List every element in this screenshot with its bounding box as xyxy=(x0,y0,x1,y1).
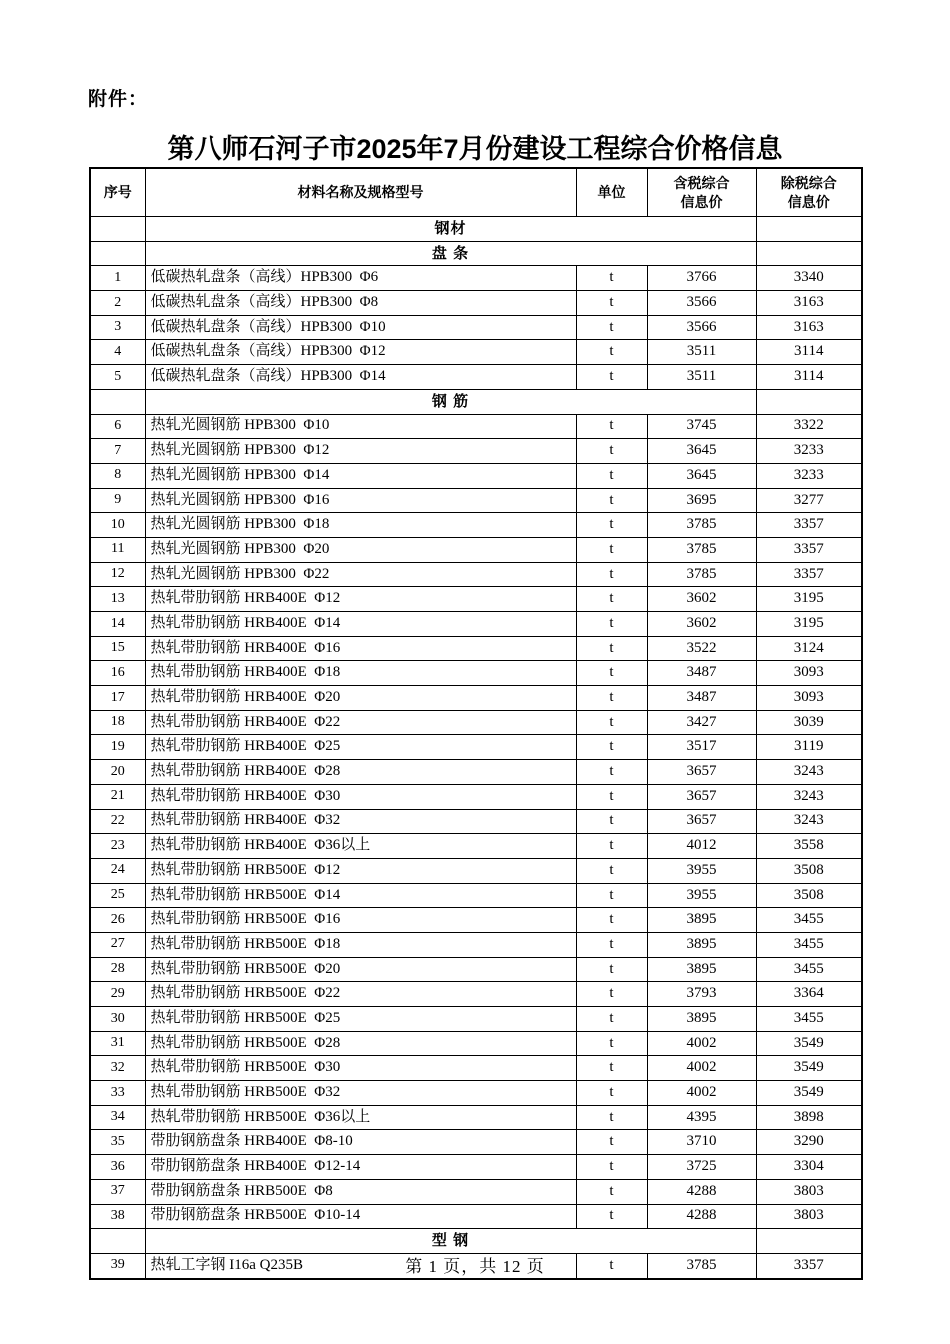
price-incl-tax-cell: 4002 xyxy=(647,1081,756,1106)
unit-cell: t xyxy=(576,365,647,390)
unit-cell: t xyxy=(576,1007,647,1032)
col-header-index: 序号 xyxy=(90,168,145,217)
material-name-cell: 热轧带肋钢筋 HRB500E Φ32 xyxy=(145,1081,576,1106)
row-index-cell: 21 xyxy=(90,784,145,809)
col-header-price-excl-tax xyxy=(756,168,862,217)
col-header-price-excl-tax-line1: 除税综合 xyxy=(780,175,837,192)
col-header-material: 材料名称及规格型号 xyxy=(145,168,576,217)
unit-cell: t xyxy=(576,784,647,809)
table-row xyxy=(90,414,862,439)
row-index-cell: 26 xyxy=(90,908,145,933)
material-name-cell: 带肋钢筋盘条 HRB400E Φ12-14 xyxy=(145,1155,576,1180)
price-excl-tax-cell: 3114 xyxy=(756,365,862,390)
price-excl-tax-cell: 3233 xyxy=(756,439,862,464)
table-row xyxy=(90,883,862,908)
price-incl-tax-cell: 4395 xyxy=(647,1105,756,1130)
unit-cell: t xyxy=(576,562,647,587)
material-name-cell: 热轧带肋钢筋 HRB500E Φ36以上 xyxy=(145,1105,576,1130)
row-index-cell: 10 xyxy=(90,513,145,538)
material-name-cell: 热轧带肋钢筋 HRB500E Φ20 xyxy=(145,957,576,982)
price-excl-tax-cell: 3243 xyxy=(756,809,862,834)
row-index-cell: 28 xyxy=(90,957,145,982)
price-incl-tax-cell: 3785 xyxy=(647,1253,756,1278)
table-row xyxy=(90,957,862,982)
unit-cell: t xyxy=(576,883,647,908)
price-incl-tax-cell: 3895 xyxy=(647,932,756,957)
material-name-cell: 带肋钢筋盘条 HRB500E Φ10-14 xyxy=(145,1204,576,1229)
price-excl-tax-cell: 3243 xyxy=(756,760,862,785)
price-excl-tax-cell: 3093 xyxy=(756,661,862,686)
table-row xyxy=(90,562,862,587)
attachment-label: 附件： xyxy=(88,89,149,110)
material-name-cell: 热轧带肋钢筋 HRB400E Φ14 xyxy=(145,612,576,637)
section-label-cell: 盘 条 xyxy=(145,241,756,266)
material-name-cell: 带肋钢筋盘条 HRB400E Φ8-10 xyxy=(145,1130,576,1155)
material-name-cell: 低碳热轧盘条（高线）HPB300 Φ8 xyxy=(145,291,576,316)
row-index-cell xyxy=(90,389,145,414)
unit-cell: t xyxy=(576,1081,647,1106)
table-row xyxy=(90,266,862,291)
price-excl-tax-cell: 3195 xyxy=(756,612,862,637)
row-index-cell: 7 xyxy=(90,439,145,464)
unit-cell: t xyxy=(576,439,647,464)
price-incl-tax-cell: 3566 xyxy=(647,315,756,340)
unit-cell: t xyxy=(576,686,647,711)
material-name-cell: 热轧带肋钢筋 HRB400E Φ25 xyxy=(145,735,576,760)
table-row xyxy=(90,488,862,513)
material-name-cell: 热轧带肋钢筋 HRB500E Φ12 xyxy=(145,858,576,883)
material-name-cell: 热轧带肋钢筋 HRB400E Φ30 xyxy=(145,784,576,809)
table-row xyxy=(90,1179,862,1204)
unit-cell: t xyxy=(576,858,647,883)
material-name-cell: 热轧带肋钢筋 HRB400E Φ28 xyxy=(145,760,576,785)
row-index-cell xyxy=(90,217,145,242)
material-name-cell: 热轧带肋钢筋 HRB400E Φ20 xyxy=(145,686,576,711)
price-excl-tax-cell xyxy=(756,241,862,266)
table-row xyxy=(90,612,862,637)
price-excl-tax-cell: 3455 xyxy=(756,932,862,957)
page-title: 第八师石河子市2025年7月份建设工程综合价格信息 xyxy=(167,134,783,164)
material-name-cell: 热轧带肋钢筋 HRB400E Φ22 xyxy=(145,710,576,735)
price-excl-tax-cell: 3322 xyxy=(756,414,862,439)
material-name-cell: 热轧带肋钢筋 HRB500E Φ25 xyxy=(145,1007,576,1032)
price-excl-tax-cell: 3357 xyxy=(756,513,862,538)
row-index-cell: 25 xyxy=(90,883,145,908)
price-incl-tax-cell: 3657 xyxy=(647,760,756,785)
row-index-cell: 15 xyxy=(90,636,145,661)
unit-cell: t xyxy=(576,537,647,562)
material-name-cell: 低碳热轧盘条（高线）HPB300 Φ10 xyxy=(145,315,576,340)
material-name-cell: 热轧光圆钢筋 HPB300 Φ20 xyxy=(145,537,576,562)
unit-cell: t xyxy=(576,1253,647,1278)
price-incl-tax-cell: 3745 xyxy=(647,414,756,439)
price-excl-tax-cell: 3549 xyxy=(756,1081,862,1106)
table-row xyxy=(90,315,862,340)
row-index-cell xyxy=(90,1229,145,1254)
price-incl-tax-cell: 3895 xyxy=(647,908,756,933)
col-header-price-incl-tax-line2: 信息价 xyxy=(680,193,723,210)
price-incl-tax-cell: 3427 xyxy=(647,710,756,735)
table-row xyxy=(90,932,862,957)
page-indicator: 第 1 页，共 12 页 xyxy=(405,1257,545,1276)
table-row xyxy=(90,1056,862,1081)
unit-cell: t xyxy=(576,1130,647,1155)
price-excl-tax-cell: 3549 xyxy=(756,1056,862,1081)
price-excl-tax-cell: 3039 xyxy=(756,710,862,735)
row-index-cell: 30 xyxy=(90,1007,145,1032)
material-name-cell: 热轧带肋钢筋 HRB500E Φ18 xyxy=(145,932,576,957)
section-row xyxy=(90,217,862,242)
price-incl-tax-cell: 4288 xyxy=(647,1204,756,1229)
price-excl-tax-cell: 3195 xyxy=(756,587,862,612)
unit-cell: t xyxy=(576,636,647,661)
unit-cell: t xyxy=(576,710,647,735)
material-name-cell: 热轧带肋钢筋 HRB400E Φ12 xyxy=(145,587,576,612)
material-name-cell: 低碳热轧盘条（高线）HPB300 Φ14 xyxy=(145,365,576,390)
material-name-cell: 热轧光圆钢筋 HPB300 Φ16 xyxy=(145,488,576,513)
material-name-cell: 热轧光圆钢筋 HPB300 Φ14 xyxy=(145,463,576,488)
unit-cell: t xyxy=(576,291,647,316)
row-index-cell: 13 xyxy=(90,587,145,612)
price-incl-tax-cell: 3695 xyxy=(647,488,756,513)
unit-cell: t xyxy=(576,340,647,365)
price-incl-tax-cell: 3487 xyxy=(647,686,756,711)
row-index-cell: 22 xyxy=(90,809,145,834)
price-incl-tax-cell: 3955 xyxy=(647,858,756,883)
price-incl-tax-cell: 3793 xyxy=(647,982,756,1007)
table-row xyxy=(90,760,862,785)
row-index-cell xyxy=(90,241,145,266)
price-incl-tax-cell: 3785 xyxy=(647,537,756,562)
price-incl-tax-cell: 3895 xyxy=(647,957,756,982)
row-index-cell: 19 xyxy=(90,735,145,760)
price-incl-tax-cell: 3566 xyxy=(647,291,756,316)
row-index-cell: 20 xyxy=(90,760,145,785)
material-name-cell: 热轧带肋钢筋 HRB500E Φ28 xyxy=(145,1031,576,1056)
table-row xyxy=(90,982,862,1007)
table-row xyxy=(90,1031,862,1056)
table-row xyxy=(90,710,862,735)
unit-cell: t xyxy=(576,735,647,760)
section-row xyxy=(90,389,862,414)
row-index-cell: 37 xyxy=(90,1179,145,1204)
price-incl-tax-cell: 4002 xyxy=(647,1056,756,1081)
price-excl-tax-cell: 3558 xyxy=(756,834,862,859)
table-row xyxy=(90,858,862,883)
row-index-cell: 32 xyxy=(90,1056,145,1081)
price-incl-tax-cell: 3710 xyxy=(647,1130,756,1155)
unit-cell: t xyxy=(576,1056,647,1081)
unit-cell: t xyxy=(576,266,647,291)
row-index-cell: 2 xyxy=(90,291,145,316)
unit-cell: t xyxy=(576,661,647,686)
table-row xyxy=(90,686,862,711)
material-name-cell: 热轧工字钢 I16a Q235B xyxy=(145,1253,576,1278)
price-excl-tax-cell: 3803 xyxy=(756,1204,862,1229)
material-name-cell: 低碳热轧盘条（高线）HPB300 Φ12 xyxy=(145,340,576,365)
price-incl-tax-cell: 4288 xyxy=(647,1179,756,1204)
price-incl-tax-cell: 3895 xyxy=(647,1007,756,1032)
table-row xyxy=(90,809,862,834)
row-index-cell: 36 xyxy=(90,1155,145,1180)
table-row xyxy=(90,1155,862,1180)
unit-cell: t xyxy=(576,957,647,982)
row-index-cell: 29 xyxy=(90,982,145,1007)
unit-cell: t xyxy=(576,809,647,834)
price-incl-tax-cell: 3602 xyxy=(647,612,756,637)
row-index-cell: 23 xyxy=(90,834,145,859)
unit-cell: t xyxy=(576,760,647,785)
unit-cell: t xyxy=(576,463,647,488)
price-incl-tax-cell: 3645 xyxy=(647,463,756,488)
table-header-row xyxy=(90,168,862,217)
table-row xyxy=(90,636,862,661)
table-row xyxy=(90,537,862,562)
table-row xyxy=(90,1081,862,1106)
price-excl-tax-cell: 3277 xyxy=(756,488,862,513)
table-row xyxy=(90,463,862,488)
row-index-cell: 18 xyxy=(90,710,145,735)
price-excl-tax-cell: 3163 xyxy=(756,315,862,340)
price-excl-tax-cell: 3455 xyxy=(756,908,862,933)
unit-cell: t xyxy=(576,1031,647,1056)
unit-cell: t xyxy=(576,834,647,859)
price-excl-tax-cell xyxy=(756,217,862,242)
material-name-cell: 低碳热轧盘条（高线）HPB300 Φ6 xyxy=(145,266,576,291)
price-excl-tax-cell: 3124 xyxy=(756,636,862,661)
table-row xyxy=(90,1130,862,1155)
material-name-cell: 热轧带肋钢筋 HRB500E Φ14 xyxy=(145,883,576,908)
price-incl-tax-cell: 3487 xyxy=(647,661,756,686)
col-header-price-incl-tax-line1: 含税综合 xyxy=(673,175,730,192)
row-index-cell: 31 xyxy=(90,1031,145,1056)
material-name-cell: 热轧带肋钢筋 HRB400E Φ18 xyxy=(145,661,576,686)
price-incl-tax-cell: 3645 xyxy=(647,439,756,464)
price-incl-tax-cell: 3511 xyxy=(647,340,756,365)
row-index-cell: 38 xyxy=(90,1204,145,1229)
price-excl-tax-cell: 3455 xyxy=(756,1007,862,1032)
price-excl-tax-cell: 3357 xyxy=(756,537,862,562)
price-incl-tax-cell: 3785 xyxy=(647,513,756,538)
unit-cell: t xyxy=(576,587,647,612)
table-row xyxy=(90,439,862,464)
row-index-cell: 27 xyxy=(90,932,145,957)
unit-cell: t xyxy=(576,488,647,513)
row-index-cell: 17 xyxy=(90,686,145,711)
material-name-cell: 热轧带肋钢筋 HRB400E Φ32 xyxy=(145,809,576,834)
price-excl-tax-cell: 3803 xyxy=(756,1179,862,1204)
table-row xyxy=(90,340,862,365)
price-excl-tax-cell: 3364 xyxy=(756,982,862,1007)
material-name-cell: 热轧光圆钢筋 HPB300 Φ18 xyxy=(145,513,576,538)
col-header-unit: 单位 xyxy=(576,168,647,217)
price-excl-tax-cell: 3340 xyxy=(756,266,862,291)
price-incl-tax-cell: 4012 xyxy=(647,834,756,859)
row-index-cell: 16 xyxy=(90,661,145,686)
price-excl-tax-cell: 3163 xyxy=(756,291,862,316)
material-name-cell: 热轧带肋钢筋 HRB500E Φ22 xyxy=(145,982,576,1007)
material-name-cell: 热轧带肋钢筋 HRB500E Φ16 xyxy=(145,908,576,933)
table-row xyxy=(90,735,862,760)
row-index-cell: 11 xyxy=(90,537,145,562)
price-incl-tax-cell: 3725 xyxy=(647,1155,756,1180)
table-row xyxy=(90,291,862,316)
row-index-cell: 5 xyxy=(90,365,145,390)
row-index-cell: 39 xyxy=(90,1253,145,1278)
table-row xyxy=(90,834,862,859)
price-excl-tax-cell: 3119 xyxy=(756,735,862,760)
price-incl-tax-cell: 3766 xyxy=(647,266,756,291)
price-excl-tax-cell: 3304 xyxy=(756,1155,862,1180)
table-row xyxy=(90,513,862,538)
material-name-cell: 热轧带肋钢筋 HRB400E Φ16 xyxy=(145,636,576,661)
unit-cell: t xyxy=(576,908,647,933)
table-row xyxy=(90,365,862,390)
unit-cell: t xyxy=(576,982,647,1007)
row-index-cell: 9 xyxy=(90,488,145,513)
row-index-cell: 33 xyxy=(90,1081,145,1106)
price-excl-tax-cell: 3455 xyxy=(756,957,862,982)
price-table xyxy=(89,167,863,1280)
price-excl-tax-cell: 3508 xyxy=(756,858,862,883)
row-index-cell: 8 xyxy=(90,463,145,488)
price-table-body xyxy=(90,217,862,1279)
table-row xyxy=(90,908,862,933)
price-excl-tax-cell xyxy=(756,1229,862,1254)
unit-cell: t xyxy=(576,414,647,439)
price-excl-tax-cell xyxy=(756,389,862,414)
section-label-cell: 钢 筋 xyxy=(145,389,756,414)
price-incl-tax-cell: 3657 xyxy=(647,809,756,834)
unit-cell: t xyxy=(576,932,647,957)
unit-cell: t xyxy=(576,1155,647,1180)
table-row xyxy=(90,661,862,686)
row-index-cell: 12 xyxy=(90,562,145,587)
unit-cell: t xyxy=(576,612,647,637)
unit-cell: t xyxy=(576,1204,647,1229)
section-label-cell: 型 钢 xyxy=(145,1229,756,1254)
row-index-cell: 34 xyxy=(90,1105,145,1130)
price-excl-tax-cell: 3508 xyxy=(756,883,862,908)
price-excl-tax-cell: 3093 xyxy=(756,686,862,711)
table-row xyxy=(90,587,862,612)
price-incl-tax-cell: 3657 xyxy=(647,784,756,809)
table-row xyxy=(90,1105,862,1130)
section-label-cell: 钢材 xyxy=(145,217,756,242)
price-excl-tax-cell: 3290 xyxy=(756,1130,862,1155)
col-header-price-incl-tax xyxy=(647,168,756,217)
unit-cell: t xyxy=(576,513,647,538)
material-name-cell: 带肋钢筋盘条 HRB500E Φ8 xyxy=(145,1179,576,1204)
price-excl-tax-cell: 3898 xyxy=(756,1105,862,1130)
unit-cell: t xyxy=(576,1179,647,1204)
col-header-price-excl-tax-line2: 信息价 xyxy=(787,193,830,210)
price-incl-tax-cell: 3955 xyxy=(647,883,756,908)
material-name-cell: 热轧带肋钢筋 HRB500E Φ30 xyxy=(145,1056,576,1081)
row-index-cell: 14 xyxy=(90,612,145,637)
price-incl-tax-cell: 3511 xyxy=(647,365,756,390)
row-index-cell: 3 xyxy=(90,315,145,340)
row-index-cell: 4 xyxy=(90,340,145,365)
price-incl-tax-cell: 3602 xyxy=(647,587,756,612)
row-index-cell: 35 xyxy=(90,1130,145,1155)
price-excl-tax-cell: 3114 xyxy=(756,340,862,365)
price-excl-tax-cell: 3233 xyxy=(756,463,862,488)
row-index-cell: 6 xyxy=(90,414,145,439)
material-name-cell: 热轧带肋钢筋 HRB400E Φ36以上 xyxy=(145,834,576,859)
material-name-cell: 热轧光圆钢筋 HPB300 Φ12 xyxy=(145,439,576,464)
unit-cell: t xyxy=(576,1105,647,1130)
price-incl-tax-cell: 3517 xyxy=(647,735,756,760)
price-incl-tax-cell: 3522 xyxy=(647,636,756,661)
material-name-cell: 热轧光圆钢筋 HPB300 Φ22 xyxy=(145,562,576,587)
row-index-cell: 1 xyxy=(90,266,145,291)
price-excl-tax-cell: 3549 xyxy=(756,1031,862,1056)
price-excl-tax-cell: 3243 xyxy=(756,784,862,809)
table-row xyxy=(90,784,862,809)
material-name-cell: 热轧光圆钢筋 HPB300 Φ10 xyxy=(145,414,576,439)
section-row xyxy=(90,241,862,266)
unit-cell: t xyxy=(576,315,647,340)
row-index-cell: 24 xyxy=(90,858,145,883)
price-excl-tax-cell: 3357 xyxy=(756,1253,862,1278)
section-row xyxy=(90,1229,862,1254)
price-incl-tax-cell: 3785 xyxy=(647,562,756,587)
price-excl-tax-cell: 3357 xyxy=(756,562,862,587)
table-row xyxy=(90,1007,862,1032)
price-incl-tax-cell: 4002 xyxy=(647,1031,756,1056)
table-row xyxy=(90,1204,862,1229)
